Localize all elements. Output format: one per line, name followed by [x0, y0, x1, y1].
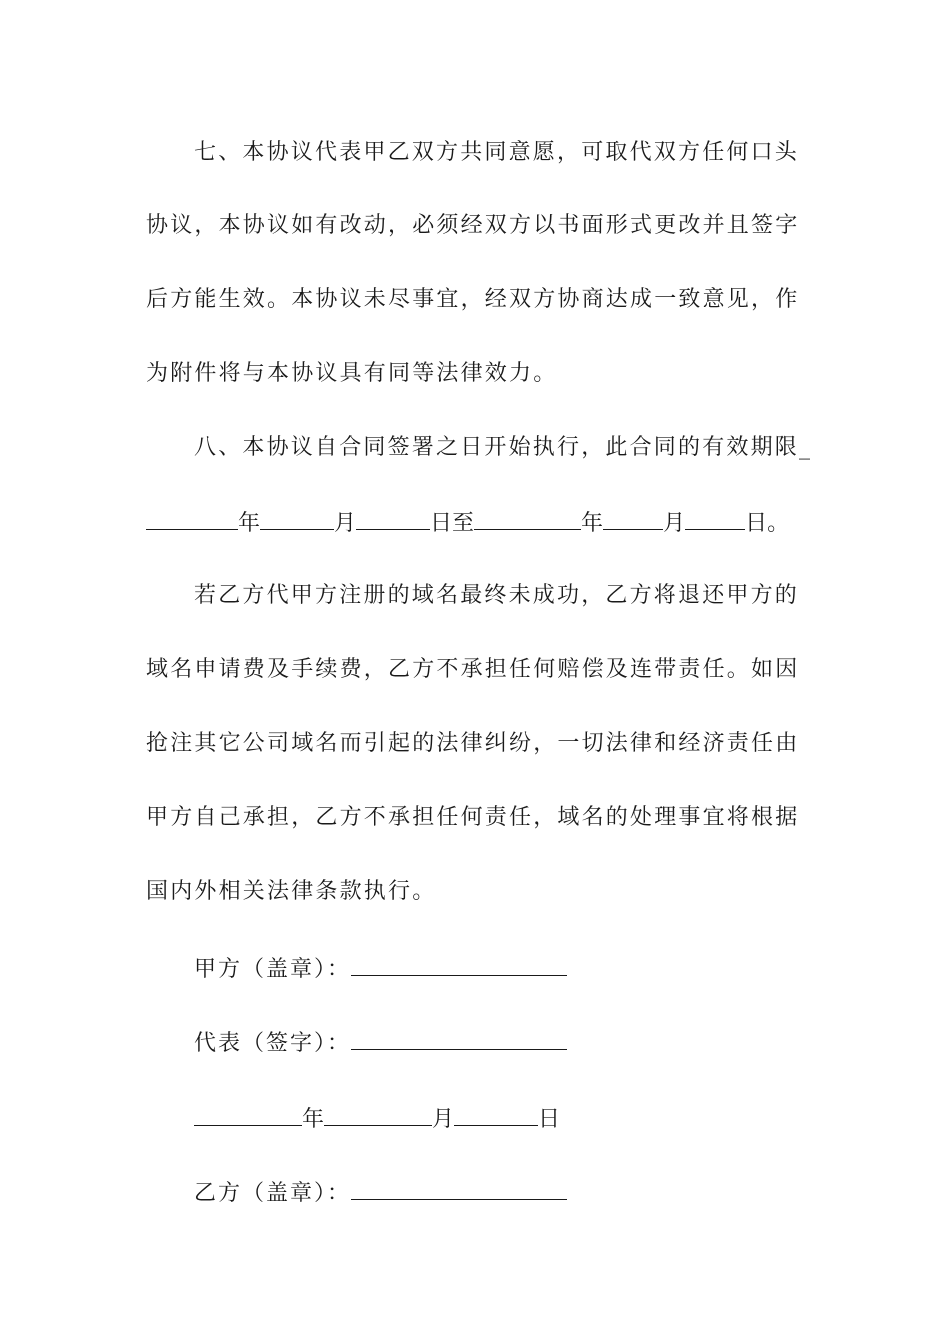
sig-blank-day	[454, 1103, 538, 1126]
clause-8-date-range	[146, 507, 806, 539]
sig-blank-year	[194, 1103, 302, 1126]
domain-clause-line-4: 甲方自己承担，乙方不承担任何责任，域名的处理事宜将根据	[146, 805, 800, 830]
sig-label-day: 日	[538, 1107, 561, 1132]
representative-signature-blank	[351, 1027, 567, 1050]
domain-clause-line-3: 抢注其它公司域名而引起的法律纠纷，一切法律和经济责任由	[146, 731, 800, 756]
representative-label: 代表（签字）：	[194, 1031, 352, 1056]
signature-date-row	[194, 1103, 560, 1135]
representative-signature-row	[194, 1027, 567, 1059]
blank-month-end	[603, 507, 663, 530]
party-b-seal-row	[194, 1177, 567, 1209]
sig-label-month: 月	[432, 1107, 455, 1132]
blank-day-end	[685, 507, 745, 530]
blank-month-start	[260, 507, 334, 530]
blank-year-end	[474, 507, 581, 530]
label-month-end: 月	[663, 511, 686, 536]
party-b-label: 乙方（盖章）：	[194, 1181, 352, 1206]
sig-label-year: 年	[302, 1107, 325, 1132]
label-year-end: 年	[581, 511, 604, 536]
domain-clause-line-2: 域名申请费及手续费，乙方不承担任何赔偿及连带责任。如因	[146, 657, 800, 682]
domain-clause-line-5: 国内外相关法律条款执行。	[146, 879, 437, 904]
clause-7-line-1: 七、本协议代表甲乙双方共同意愿，可取代双方任何口头	[194, 140, 800, 165]
domain-clause-line-1: 若乙方代甲方注册的域名最终未成功，乙方将退还甲方的	[194, 583, 800, 608]
party-b-seal-blank	[351, 1177, 567, 1200]
label-year-start: 年	[238, 511, 261, 536]
blank-day-start	[356, 507, 430, 530]
clause-7-line-2: 协议，本协议如有改动，必须经双方以书面形式更改并且签字	[146, 213, 800, 238]
party-a-seal-row	[194, 953, 567, 985]
clause-8-line-1: 八、本协议自合同签署之日开始执行，此合同的有效期限_	[194, 435, 813, 460]
clause-7-line-3: 后方能生效。本协议未尽事宜，经双方协商达成一致意见，作	[146, 287, 800, 312]
party-a-seal-blank	[351, 953, 567, 976]
sig-blank-month	[324, 1103, 432, 1126]
label-day-to: 日至	[430, 511, 475, 536]
party-a-label: 甲方（盖章）：	[194, 957, 352, 982]
blank-year-start	[146, 507, 238, 530]
label-month-start: 月	[334, 511, 357, 536]
clause-7-line-4: 为附件将与本协议具有同等法律效力。	[146, 361, 558, 386]
label-day-end: 日。	[745, 511, 790, 536]
